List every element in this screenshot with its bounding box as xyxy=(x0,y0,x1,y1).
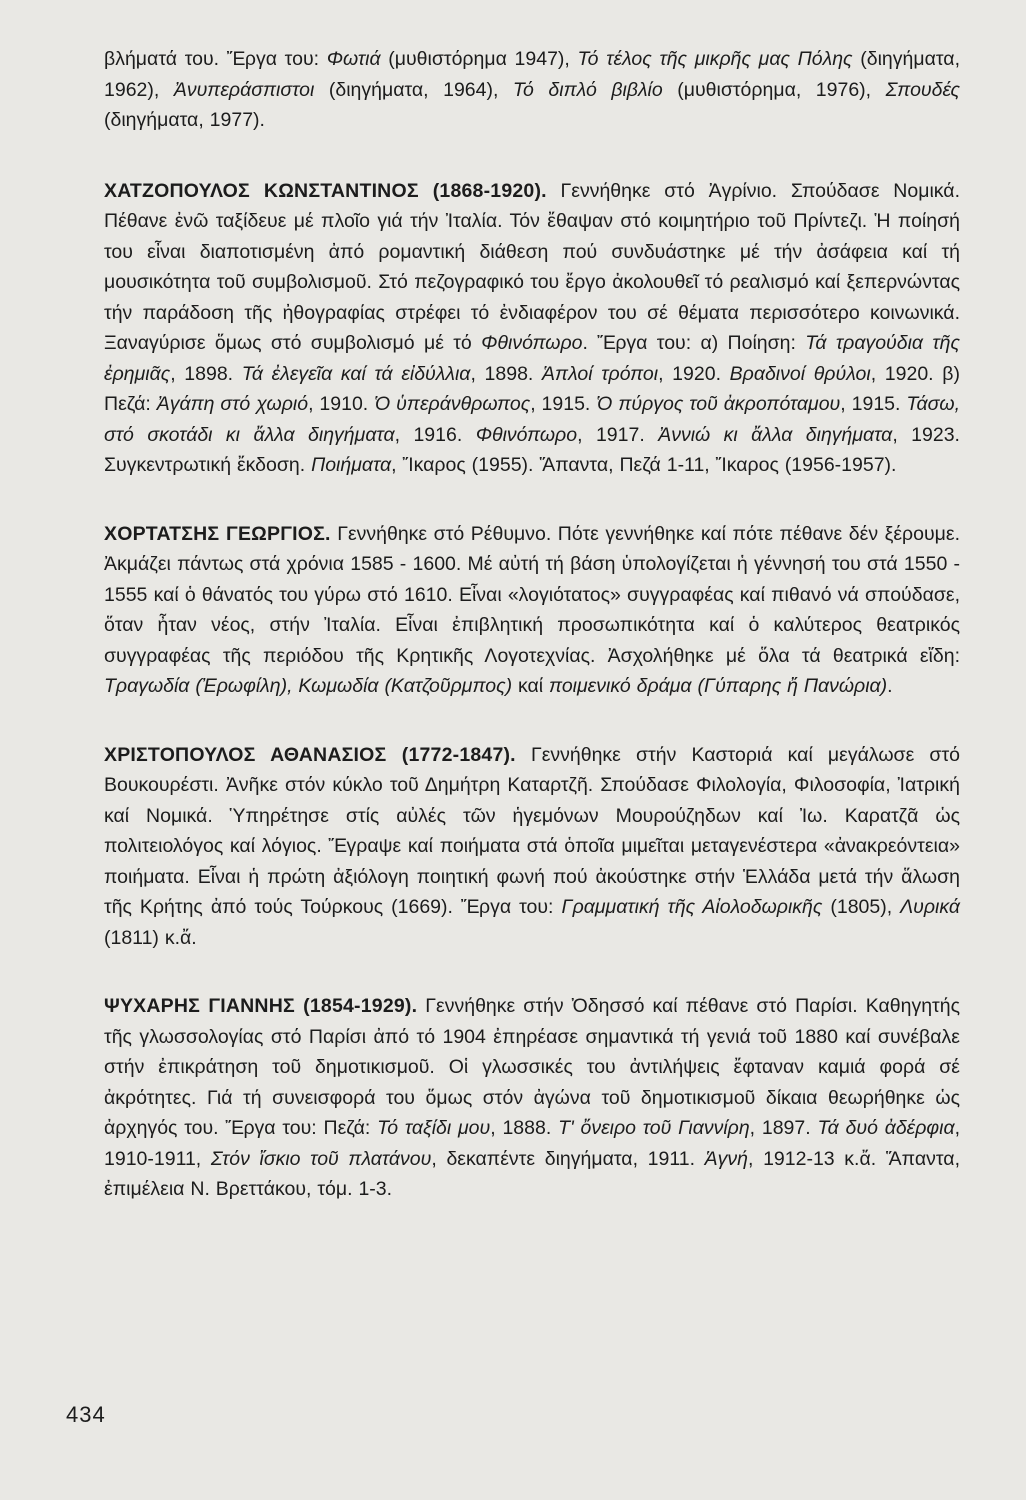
work-title: Τό διπλό βιβλίο xyxy=(512,78,663,101)
entry-text: καί xyxy=(512,675,550,697)
entry-heading: ΨΥΧΑΡΗΣ ΓΙΑΝΝΗΣ (1854-1929). xyxy=(104,995,418,1017)
entry-text: , 1915. xyxy=(530,393,597,415)
entry-text: , 1912-13 κ.ἄ. Ἅπαντα, ἐπιμέλεια Ν. Βρεττάκου, τόμ. 1-3. xyxy=(104,1147,960,1200)
entry-psycharis xyxy=(104,991,960,1205)
entry-heading: ΧΡΙΣΤΟΠΟΥΛΟΣ ΑΘΑΝΑΣΙΟΣ (1772-1847). xyxy=(104,743,516,766)
work-title: Ἀγάπη στό χωριό xyxy=(156,393,309,415)
entry-text: , 1917. xyxy=(577,423,659,446)
work-title: Ἀννιώ κι ἄλλα διηγήματα xyxy=(658,423,893,446)
entry-text: , Ἴκαρος (1955). Ἅπαντα, Πεζά 1-11, Ἴκαρος (1956-1957). xyxy=(391,454,897,476)
work-title: Σπουδές xyxy=(885,78,961,101)
work-title: Τό ταξίδι μου xyxy=(377,1117,491,1139)
entry-continuation xyxy=(104,44,960,136)
entry-text: , 1910-1911, xyxy=(104,1117,961,1170)
intro-text: (μυθιστόρημα, 1976), xyxy=(662,78,886,101)
entry-text: , 1920. β) Πεζά: xyxy=(104,362,960,415)
work-title: Τά ἐλεγεῖα καί τά εἰδύλλια xyxy=(241,362,471,385)
work-title: ποιμενικό δράμα (Γύπαρης ἤ Πανώρια) xyxy=(549,675,888,697)
entry-text: , 1898. xyxy=(170,362,242,385)
entry-text: , 1923. Συγκεντρωτική ἔκδοση. xyxy=(104,423,960,476)
work-title: Γραμματική τῆς Αἰολοδωρικῆς xyxy=(561,896,823,918)
work-title: Τά δυό ἀδέρφια xyxy=(817,1117,955,1139)
work-title: Ὁ ὑπεράνθρωπος xyxy=(374,393,531,415)
work-title: Στόν ἴσκιο τοῦ πλατάνου xyxy=(210,1147,432,1170)
entry-text: Γεννήθηκε στό Ρέθυμνο. Πότε γεννήθηκε καί πότε πέθανε δέν ξέρουμε. Ἀκμάζει πάντως στά χρόνια 1585 - 1600. Μέ αὐτή τή βάση ὑπολογίζεται ἡ γέννησή του στά 1550 - 1555 καί ὁ θάνατός του γύρω στό 1610. Εἶναι «λογιότατος» συγγραφέας καί πιθανό νά σπούδασε, ὅταν ἦταν νέος, στήν Ἰταλία. Εἶναι ἐπιβλητική προσωπικότητα καί ὁ καλύτερος θεατρικός συγγραφέας τῆς περιόδου τῆς Κρητικῆς Λογοτεχνίας. Ἀσχολήθηκε μέ ὅλα τά θεατρικά εἴδη: xyxy=(104,522,960,667)
entry-text: , δεκαπέντε διηγήματα, 1911. xyxy=(431,1147,705,1170)
intro-text: (διηγήματα, 1977). xyxy=(104,109,265,131)
work-title: Φθινόπωρο xyxy=(481,332,583,354)
entry-text: . Ἔργα του: α) Ποίηση: xyxy=(582,332,806,354)
entry-text: , 1898. xyxy=(470,362,542,385)
entry-text: (1811) κ.ἄ. xyxy=(104,926,197,949)
work-title: Ποιήματα xyxy=(311,454,392,476)
entry-text: Γεννήθηκε στό Ἀγρίνιο. Σπούδασε Νομικά. Πέθανε ἐνῶ ταξίδευε μέ πλοῖο γιά τήν Ἰταλία. Τόν ἔθαψαν στό κοιμητήριο τοῦ Πρίντεζι. Ἡ ποίησή του εἶναι διαποτισμένη ἀπό ρομαντική διάθεση πού συνδυάστηκε μέ τήν ἀσάφεια καί τή μουσικότητα τοῦ συμβολισμοῦ. Στό πεζογραφικό του ἔργο ἀκολουθεῖ τό ρεαλισμό καί ξεπερνώντας τήν παράδοση τῆς ἠθογραφίας στρέφει τό ἐνδιαφέρον του σέ θέματα περισσότερο κοινωνικά. Ξαναγύρισε ὅμως στό συμβολισμό μέ τό xyxy=(104,179,960,354)
page-number: 434 xyxy=(66,1402,106,1427)
work-title: Φωτιά xyxy=(326,48,381,70)
intro-text: (διηγήματα, 1964), xyxy=(314,78,513,101)
work-title: Ἀνυπεράσπιστοι xyxy=(173,78,315,101)
work-title: Ἁπλοί τρόποι xyxy=(542,362,659,385)
work-title: Βραδινοί θρύλοι xyxy=(729,362,871,385)
entry-text: Γεννήθηκε στήν Ὀδησσό καί πέθανε στό Παρίσι. Καθηγητής τῆς γλωσσολογίας στό Παρίσι ἀπό τό 1904 ἐπηρέασε σημαντικά τή γενιά τοῦ 1880 καί συνέβαλε στήν ἐπικράτηση τοῦ δημοτικισμοῦ. Οἱ γλωσσικές του ἀντιλήψεις ἔφταναν καμιά φορά σέ ἀκρότητες. Γιά τή συνεισφορά του ὅμως στόν ἀγώνα τοῦ δημοτικισμοῦ δίκαια θεωρήθηκε ὡς ἀρχηγός του. Ἔργα του: Πεζά: xyxy=(104,995,960,1139)
entry-text: Γεννήθηκε στήν Καστοριά καί μεγάλωσε στό Βουκουρέστι. Ἀνῆκε στόν κύκλο τοῦ Δημήτρη Καταρτζῆ. Σπούδασε Φιλολογία, Φιλοσοφία, Ἰατρική καί Νομικά. Ὑπηρέτησε στίς αὐλές τῶν ἡγεμόνων Μουρούζηδων καί Ἰω. Καρατζᾶ ὡς πολιτειολόγος καί λόγιος. Ἔγραψε καί ποιήματα στά ὁποῖα μιμεῖται μεταγενέστερα «ἀνακρεόντεια» ποιήματα. Εἶναι ἡ πρώτη ἀξιόλογη ποιητική φωνή πού ἀκούστηκε στήν Ἑλλάδα μετά τήν ἅλωση τῆς Κρήτης ἀπό τούς Τούρκους (1669). Ἔργα του: xyxy=(104,743,960,918)
work-title: Τ' ὄνειρο τοῦ Γιαννίρη xyxy=(558,1117,750,1139)
work-title: Τάσω, στό σκοτάδι κι ἄλλα διηγήματα xyxy=(104,393,960,446)
entry-chatzopoulos xyxy=(104,176,960,481)
entry-heading: ΧΟΡΤΑΤΣΗΣ ΓΕΩΡΓΙΟΣ. xyxy=(104,522,331,545)
work-title: Φθινόπωρο xyxy=(475,423,578,446)
entry-text: , 1897. xyxy=(749,1117,818,1139)
work-title: Ὁ πύργος τοῦ ἀκροπόταμου xyxy=(596,393,841,415)
entry-text: , 1916. xyxy=(394,423,476,446)
entry-text: , 1910. xyxy=(308,393,375,415)
work-title: Τά τραγούδια τῆς ἐρημιᾶς xyxy=(104,332,960,385)
intro-text: (μυθιστόρημα 1947), xyxy=(380,48,578,70)
entry-text: (1805), xyxy=(822,896,901,918)
entry-text: , 1888. xyxy=(490,1117,559,1139)
intro-text: (διηγήματα, 1962), xyxy=(104,48,960,101)
work-title: Ἁγνή xyxy=(704,1147,748,1170)
work-title: Τραγωδία (Ἐρωφίλη), Κωμωδία (Κατζοῦρμπος) xyxy=(104,675,513,697)
work-title: Λυρικά xyxy=(900,896,961,918)
intro-text: βλήματά του. Ἔργα του: xyxy=(104,48,327,70)
entry-chortatsis xyxy=(104,519,960,702)
entry-text: . xyxy=(887,675,893,697)
entry-text: , 1915. xyxy=(840,393,907,415)
entry-christopoulos xyxy=(104,740,960,954)
entry-heading: ΧΑΤΖΟΠΟΥΛΟΣ ΚΩΝΣΤΑΝΤΙΝΟΣ (1868-1920). xyxy=(104,179,547,202)
entry-text: , 1920. xyxy=(658,362,730,385)
work-title: Τό τέλος τῆς μικρῆς μας Πόλης xyxy=(577,48,853,70)
